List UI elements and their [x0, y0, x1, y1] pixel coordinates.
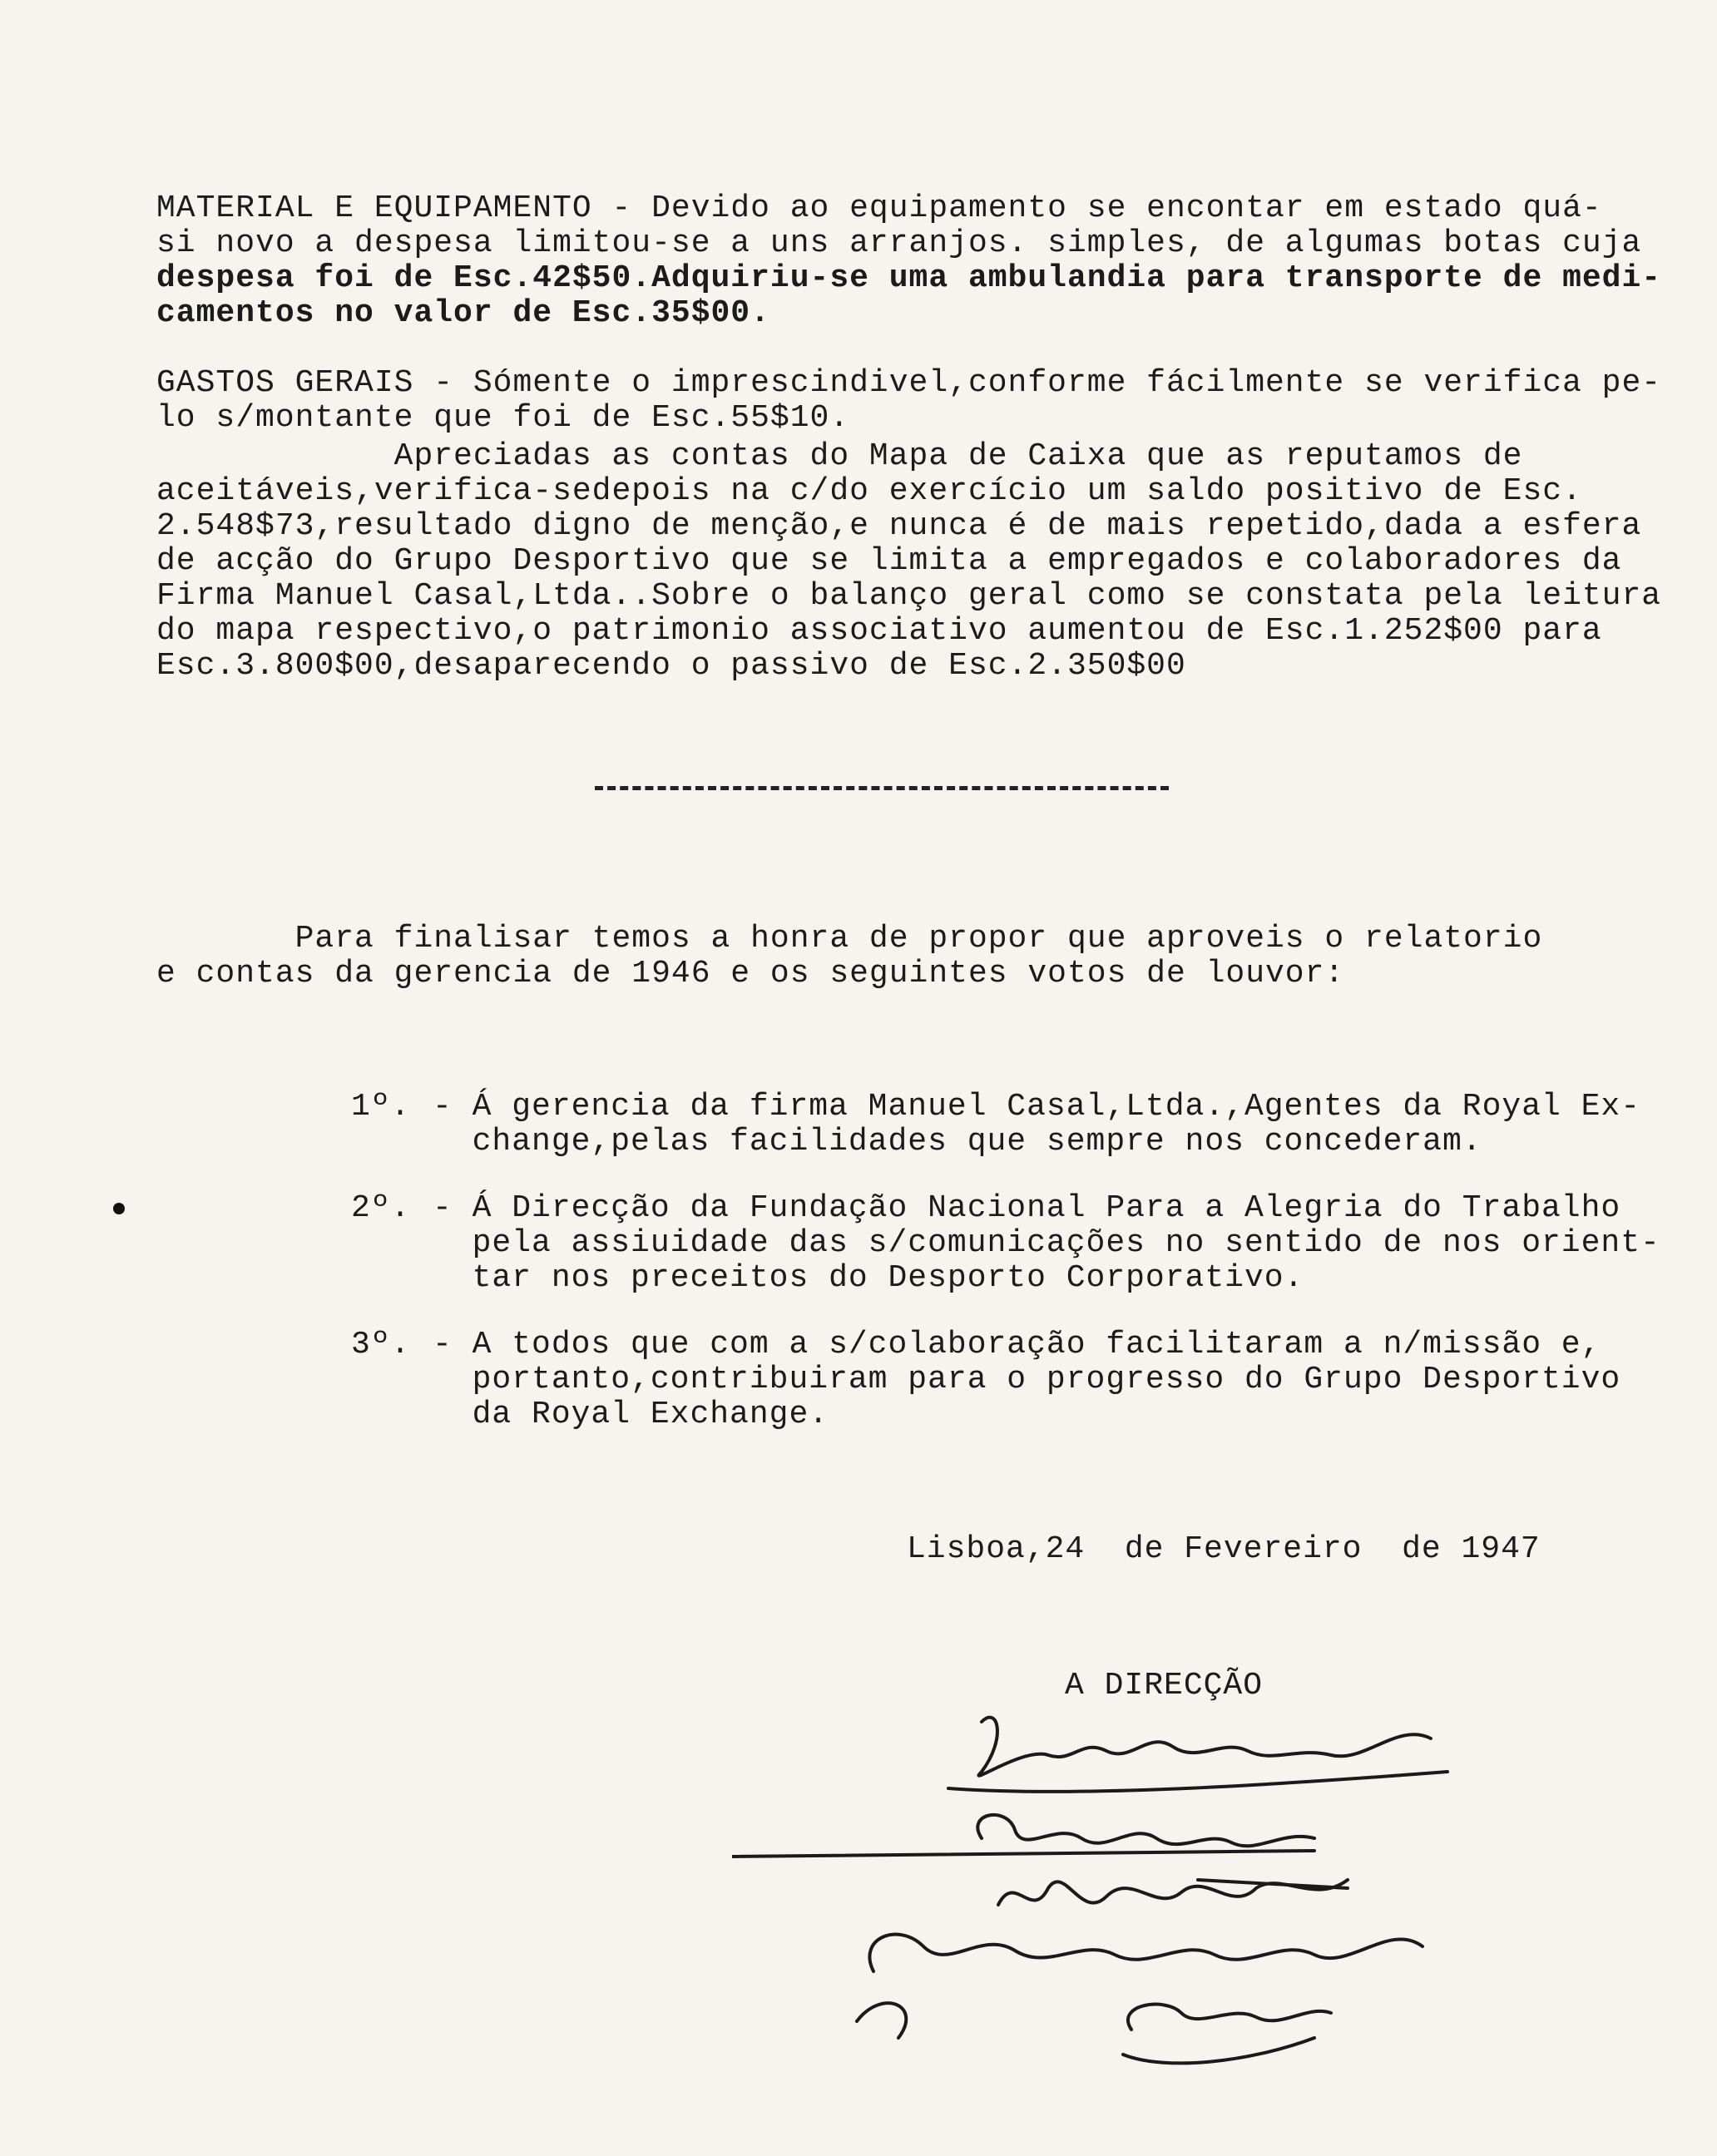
date-line: Lisboa,24 de Fevereiro de 1947: [907, 1531, 1541, 1567]
signature-heading: A DIRECÇÃO: [1065, 1668, 1264, 1704]
gastos-line-6: de acção do Grupo Desportivo que se limita a empregados e colaboradores da: [156, 543, 1622, 579]
vote-line: change,pelas facilidades que sempre nos concederam.: [433, 1124, 1482, 1160]
vote-line: - A todos que com a s/colaboração facilitaram a n/missão e,: [433, 1327, 1601, 1362]
gastos-line-9: Esc.3.800$00,desaparecendo o passivo de Esc.2.350$00: [156, 648, 1186, 684]
vote-line: - Á Direcção da Fundação Nacional Para a Alegria do Trabalho: [433, 1190, 1621, 1226]
vote-line: portanto,contribuiram para o progresso do Grupo Desportivo: [433, 1362, 1621, 1397]
handwritten-signatures: [732, 1672, 1547, 2088]
closing-line-2: e contas da gerencia de 1946 e os seguintes votos de louvor:: [156, 956, 1345, 991]
vote-number: 3º.: [351, 1327, 411, 1362]
material-line-3: despesa foi de Esc.42$50.Adquiriu-se uma ambulandia para transporte de medi-: [156, 260, 1662, 296]
ink-speck: [113, 1203, 125, 1214]
gastos-line-3: Apreciadas as contas do Mapa de Caixa que as reputamos de: [156, 438, 1523, 474]
gastos-line-1: GASTOS GERAIS - Sómente o imprescindivel,conforme fácilmente se verifica pe-: [156, 365, 1662, 401]
gastos-line-2: lo s/montante que foi de Esc.55$10.: [156, 400, 850, 436]
gastos-line-7: Firma Manuel Casal,Ltda..Sobre o balanço geral como se constata pela leitura: [156, 578, 1662, 614]
gastos-line-5: 2.548$73,resultado digno de menção,e nunca é de mais repetido,dada a esfera: [156, 508, 1642, 544]
vote-line: pela assiuidade das s/comunicações no sentido de nos orient-: [433, 1225, 1660, 1261]
dashed-separator: [595, 786, 1169, 790]
vote-number: 2º.: [351, 1190, 411, 1226]
material-line-2: si novo a despesa limitou-se a uns arranjos. simples, de algumas botas cuja: [156, 225, 1642, 261]
material-line-1: MATERIAL E EQUIPAMENTO - Devido ao equipamento se encontar em estado quá-: [156, 190, 1602, 226]
vote-number: 1º.: [351, 1089, 411, 1125]
material-line-4: camentos no valor de Esc.35$00.: [156, 295, 770, 331]
closing-line-1: Para finalisar temos a honra de propor que aproveis o relatorio: [156, 921, 1543, 957]
gastos-line-8: do mapa respectivo,o patrimonio associativo aumentou de Esc.1.252$00 para: [156, 613, 1602, 649]
vote-line: da Royal Exchange.: [433, 1397, 829, 1432]
vote-line: - Á gerencia da firma Manuel Casal,Ltda.,Agentes da Royal Ex-: [433, 1089, 1641, 1125]
vote-line: tar nos preceitos do Desporto Corporativo.: [433, 1260, 1304, 1296]
gastos-line-4: aceitáveis,verifica-sedepois na c/do exercício um saldo positivo de Esc.: [156, 473, 1582, 509]
